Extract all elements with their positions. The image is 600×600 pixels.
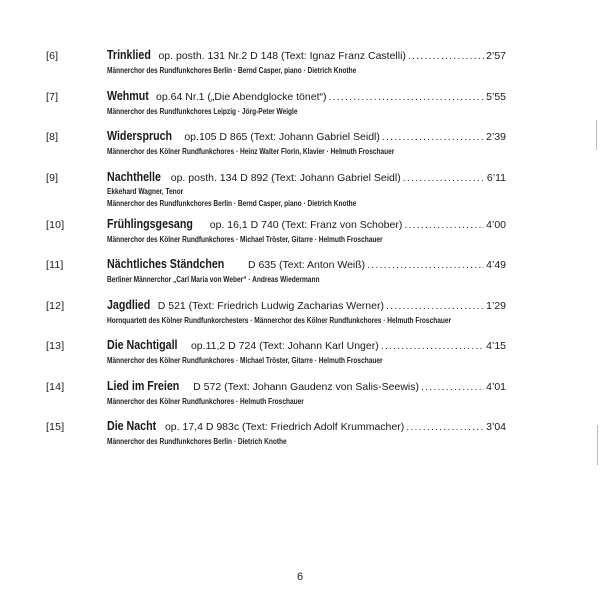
track-title: Wehmut	[107, 87, 149, 103]
track-entry	[0, 44, 600, 85]
track-details: op. posth. 131 Nr.2 D 148 (Text: Ignaz Franz Castelli)	[158, 50, 406, 62]
track-title: Nächtliches Ständchen	[107, 256, 225, 271]
track-performers: Männerchor des Kölner Rundfunkchores · Helmuth Froschauer	[107, 396, 304, 406]
track-number: [12]	[46, 299, 65, 312]
track-title: Die Nachtigall	[107, 337, 178, 352]
track-entry	[0, 415, 600, 456]
track-details: op.105 D 865 (Text: Johann Gabriel Seidl)	[184, 131, 380, 143]
track-performers: Männerchor des Rundfunkchores Berlin · Bernd Casper, piano · Dietrich Knothe	[107, 198, 357, 208]
track-entry	[0, 253, 600, 294]
track-title: Die Nacht	[107, 418, 157, 433]
track-number: [6]	[46, 50, 59, 62]
track-title-line	[107, 418, 506, 433]
track-title: Widerspruch	[107, 128, 173, 143]
track-entry	[0, 334, 600, 375]
track-details: op.64 Nr.1 („Die Abendglocke tönet“)	[156, 90, 327, 103]
track-number: [7]	[46, 90, 59, 103]
dot-leader	[421, 381, 484, 393]
dot-leader	[386, 300, 484, 312]
track-duration: 4’01	[486, 380, 506, 393]
dot-leader	[404, 219, 484, 231]
track-performers: Männerchor des Kölner Rundfunkchores · Michael Tröster, Gitarre · Helmuth Froschauer	[107, 234, 383, 244]
track-duration: 4’15	[486, 340, 506, 352]
track-details: op.11,2 D 724 (Text: Johann Karl Unger)	[190, 340, 379, 352]
track-duration: 6’11	[486, 171, 506, 184]
track-entry	[0, 294, 600, 335]
dot-leader	[403, 172, 485, 184]
track-title-line	[107, 256, 506, 271]
track-title-line	[107, 378, 506, 393]
scan-edge-mark	[596, 120, 597, 150]
track-title: Frühlingsgesang	[107, 215, 193, 231]
track-performers: Männerchor des Kölner Rundfunkchores · Heinz Walter Florin, Klavier · Helmuth Froschauer	[107, 147, 395, 156]
track-details: op. 17,4 D 983c (Text: Friedrich Adolf Krummacher)	[164, 421, 405, 433]
track-entry	[0, 125, 600, 166]
dot-leader	[367, 259, 484, 271]
track-details: D 521 (Text: Friedrich Ludwig Zacharias Werner)	[157, 299, 384, 312]
track-title: Lied im Freien	[107, 377, 180, 393]
track-duration: 5’55	[486, 90, 506, 103]
dot-leader	[381, 340, 484, 352]
track-number: [10]	[46, 218, 65, 231]
track-performers: Männerchor des Rundfunkchores Berlin · Dietrich Knothe	[107, 437, 287, 446]
track-details: D 635 (Text: Anton Weiß)	[248, 259, 366, 271]
track-duration: 1’29	[486, 299, 506, 312]
track-duration: 4’49	[486, 259, 506, 271]
track-performers: Hornquartett des Kölner Rundfunkorchesters · Männerchor des Kölner Rundfunkchores · Helmuth Froschauer	[107, 315, 452, 325]
track-duration: 2’39	[486, 131, 506, 143]
track-details: op. posth. 134 D 892 (Text: Johann Gabriel Seidl)	[170, 171, 401, 184]
track-title-line	[107, 337, 506, 352]
track-title: Trinklied	[107, 47, 151, 62]
dot-leader	[382, 131, 484, 143]
track-performers: Berliner Männerchor „Carl Maria von Weber“ · Andreas Wiedermann	[107, 275, 320, 284]
track-entry	[0, 375, 600, 416]
track-title-line	[107, 47, 506, 62]
track-title-line	[107, 297, 506, 312]
track-performers: Männerchor des Kölner Rundfunkchores · Michael Tröster, Gitarre · Helmuth Froschauer	[107, 356, 383, 365]
track-entry	[0, 85, 600, 126]
track-number: [15]	[46, 421, 65, 433]
track-title-line	[107, 88, 506, 103]
dot-leader	[408, 50, 484, 62]
track-details: op. 16,1 D 740 (Text: Franz von Schober)	[209, 218, 403, 231]
track-title-line	[107, 169, 506, 184]
track-entry	[0, 213, 600, 254]
track-entry	[0, 166, 600, 213]
track-duration: 2’57	[486, 50, 506, 62]
track-performers: Männerchor des Rundfunkchores Leipzig · Jörg-Peter Weigle	[107, 106, 298, 116]
page-number: 6	[296, 571, 304, 583]
track-duration: 4’00	[486, 218, 506, 231]
track-details: D 572 (Text: Johann Gaudenz von Salis-Seewis)	[193, 380, 420, 393]
dot-leader	[328, 91, 484, 103]
track-title-line	[107, 128, 506, 143]
track-title-line	[107, 216, 506, 231]
track-number: [11]	[46, 259, 64, 271]
track-number: [9]	[46, 171, 59, 184]
track-number: [13]	[46, 340, 65, 352]
dot-leader	[406, 421, 484, 433]
track-performers: Männerchor des Rundfunkchores Berlin · Bernd Casper, piano · Dietrich Knothe	[107, 66, 357, 75]
track-list	[0, 44, 600, 456]
track-duration: 3’04	[486, 421, 506, 433]
track-number: [8]	[46, 131, 59, 143]
scan-edge-mark	[597, 425, 598, 465]
track-number: [14]	[46, 380, 65, 393]
track-title: Nachthelle	[107, 168, 161, 184]
track-soloist: Ekkehard Wagner, Tenor	[107, 186, 184, 196]
track-title: Jagdlied	[107, 296, 151, 312]
